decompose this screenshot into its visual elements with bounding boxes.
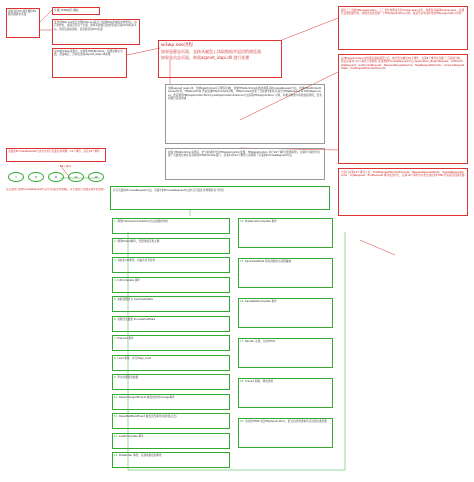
runtime-box bbox=[165, 148, 325, 180]
event-oval-8-text: 8 bbox=[35, 176, 37, 179]
lifecycle-header-text: 执行页面的ProcessRequest方法，页面中的ProcessRequest方法执行页面生命周期的各个阶段 bbox=[113, 189, 224, 192]
right-top-box bbox=[338, 6, 468, 50]
lifecycle-step-number: 15. bbox=[240, 260, 245, 263]
lifecycle-step-number: 5. bbox=[114, 298, 118, 301]
lifecycle-step-number: 14. bbox=[240, 220, 245, 223]
lifecycle-step-text: 调用FrameworkInitialize()方法创建控件树 bbox=[117, 220, 168, 223]
lifecycle-step-16 bbox=[238, 298, 333, 328]
events-label bbox=[60, 165, 110, 170]
lifecycle-step-number: 1. bbox=[114, 220, 118, 223]
w3wp-dynamic: 如果是动态页面，则需aspnet_isapi.dll 进行处理 bbox=[161, 54, 250, 60]
right-mid-box bbox=[338, 54, 468, 164]
lifecycle-step-text: SaveViewState 保存视图状态到隐藏域 bbox=[244, 260, 292, 263]
w3wp-title: w3wp.exe进程 bbox=[161, 43, 194, 48]
lifecycle-header-box bbox=[110, 186, 330, 210]
event-oval-11 bbox=[48, 172, 64, 182]
lifecycle-step-7 bbox=[112, 335, 230, 351]
lifecycle-step-number: 2. bbox=[114, 239, 118, 243]
isapi-text: 加载aspnet_isapi.dll，创建AppDomain(应用程序域)，创建HttpRuntime实例并调用其ProcessRequest方法，创建HttpWorkerRequest对象，HttpRuntime 开始创建HttpContext对象，HttpContext封装了当前请求的所有信息(HttpRequest 和 HttpResponse)。然后调用HttpApplicationFactory.GetApplicationInstance方法获取HttpApplication 对象，如果对象池中有则直接使用，没有则通过反射创建 bbox=[168, 87, 322, 101]
client-label: 请求到达IIS 浏览器和IIS服务器请求页面 bbox=[8, 10, 36, 17]
right-mid-text: 在HttpApplication中创建好请求模型之后，就会依次触发19个事件，在第8个事件处创建了 页面类对象，然后在第11-12个事件之间调用 页面类的ProcessRequest方法 Application_BeginRequest、AuthenticateRequest、AuthorizeRequest、ResolveRequestCache、MapRequestHandler、AcquireRequestState、PreRequestHandlerExecute bbox=[341, 57, 465, 71]
lifecycle-step-number: 11. bbox=[114, 415, 119, 418]
lifecycle-step-text: SaveStateComplete 事件 bbox=[244, 300, 277, 303]
lifecycle-step-text: Load 事件，执行Page_Load bbox=[117, 356, 152, 360]
event-oval-19 bbox=[88, 172, 104, 182]
lifecycle-step-text: 加载视图状态 LoadViewState bbox=[117, 298, 153, 301]
event-oval-12-text: 12 bbox=[74, 176, 78, 179]
lifecycle-step-number: 4. bbox=[114, 278, 118, 282]
dns-box bbox=[52, 7, 100, 15]
event-oval-12 bbox=[68, 172, 84, 182]
lifecycle-step-6 bbox=[112, 316, 230, 332]
lifecycle-step-text: PreRender 事件，呈现前最后的修改 bbox=[118, 454, 162, 457]
lifecycle-step-text: 调用PreInit事件，设置母版页和主题 bbox=[117, 239, 160, 243]
lifecycle-step-text: RaiseChangedEvents 触发控件的change事件 bbox=[118, 395, 175, 399]
iis-box bbox=[52, 48, 127, 78]
event-oval-1 bbox=[8, 172, 24, 182]
lifecycle-step-3 bbox=[112, 257, 230, 273]
http-sys-text: 发送到http.sys进行处理(http.sys是专门处理http请求的内核驱动)，由它来转发，看是否有这个页面，如果有就看页面类型(是否是html或者css)，有的话直接读取，没有就返回404页面 bbox=[54, 21, 137, 31]
lifecycle-step-number: 9. bbox=[114, 376, 118, 379]
right-low-box bbox=[338, 168, 468, 216]
lifecycle-step-13 bbox=[112, 452, 230, 468]
lifecycle-step-number: 12. bbox=[114, 434, 119, 438]
lifecycle-step-text: PreLoad 事件 bbox=[117, 337, 134, 340]
http-sys-box bbox=[52, 19, 140, 45]
event-oval-11-text: 11 bbox=[54, 176, 58, 179]
flow-label bbox=[6, 188, 106, 204]
lifecycle-step-number: 3. bbox=[114, 259, 118, 262]
lifecycle-step-1 bbox=[112, 218, 230, 234]
flow-label-text: 在页面执行的ProcessRequest方法中(页面生命周期)，对页面进行创建及事件的处理 bbox=[6, 188, 104, 191]
event-oval-1-text: 1 bbox=[15, 176, 17, 179]
runtime-text: 找到 HttpRuntime 实例后，把当前请求交给HttpApplication处理，HttpApplication 执行19个事件(管道事件)，在第8个事件中创建了页面类对象并将其转成IHttpHandler接口，在第11和12个事件之间调用了页面的ProcessRequest方法 bbox=[168, 151, 320, 158]
lifecycle-step-15 bbox=[238, 258, 333, 288]
events-label-text: 19个事件 bbox=[60, 165, 72, 168]
lifecycle-step-text: InitComplete 事件 bbox=[117, 278, 140, 282]
lifecycle-step-text: 再次处理回发数据 bbox=[117, 376, 139, 379]
lifecycle-step-text: Render 呈现，生成HTML bbox=[244, 340, 276, 343]
lifecycle-step-14 bbox=[238, 218, 333, 248]
lifecycle-step-number: 7. bbox=[114, 337, 118, 340]
lifecycle-step-4 bbox=[112, 277, 230, 293]
lifecycle-step-number: 17. bbox=[240, 340, 245, 343]
lifecycle-step-number: 13. bbox=[114, 454, 119, 457]
w3wp-box bbox=[158, 40, 282, 78]
iis-text: 在IIS的w3wp进程中，实例化HttpRuntime，如果是静态页面，直接响应，否则发送到aspnet_isapi.dll处理 bbox=[54, 50, 123, 57]
right-top-text: 通过工厂创建HttpApplication，工厂首先判断是否有Global.asax文件，如果有则编译Global.asax，并通过反射创建对象，如果没有则创建一个HttpApplication对象，最后从对象池中取出HttpApplication对象 bbox=[341, 9, 465, 16]
lifecycle-step-text: 生成的HTML交给HttpApplication，经过后续管道事件后返回给浏览器 bbox=[244, 420, 327, 423]
lifecycle-step-text: RaisePostBackEvent 触发回发事件(如按钮点击) bbox=[118, 415, 177, 418]
lifecycle-step-18 bbox=[238, 378, 333, 408]
lifecycle-step-text: 加载回发数据 ProcessPostData bbox=[117, 317, 156, 321]
lifecycle-step-text: PreRenderComplete 事件 bbox=[244, 220, 277, 223]
event-oval-8 bbox=[28, 172, 44, 182]
lifecycle-step-number: 19. bbox=[240, 420, 245, 423]
lifecycle-step-2 bbox=[112, 238, 230, 254]
lifecycle-step-text: 初始化Init事件，初始化所有控件 bbox=[117, 259, 156, 262]
lifecycle-step-19 bbox=[238, 418, 333, 448]
lifecycle-step-11 bbox=[112, 413, 230, 429]
note-left-text: 页面的ProcessRequest方法中会执行页面生命周期：19个事件，以及19个事件 bbox=[8, 150, 100, 153]
lifecycle-step-number: 8. bbox=[114, 356, 118, 360]
lifecycle-step-17 bbox=[238, 338, 333, 368]
lifecycle-step-number: 18. bbox=[240, 380, 245, 383]
lifecycle-step-10 bbox=[112, 394, 230, 410]
dns-label: 先通过DNS域名 解析 bbox=[54, 9, 79, 12]
client-box bbox=[6, 8, 40, 38]
lifecycle-step-9 bbox=[112, 374, 230, 390]
event-oval-19-text: 19 bbox=[94, 176, 98, 179]
lifecycle-step-text: Unload 卸载，释放资源 bbox=[244, 380, 274, 383]
lifecycle-step-number: 6. bbox=[114, 317, 118, 321]
isapi-box bbox=[165, 84, 325, 144]
lifecycle-step-12 bbox=[112, 433, 230, 449]
lifecycle-step-5 bbox=[112, 296, 230, 312]
lifecycle-step-text: LoadComplete 事件 bbox=[118, 434, 144, 438]
lifecycle-step-number: 16. bbox=[240, 300, 245, 303]
w3wp-static: 如果是静态页面，直接从磁盘上读取数据并返回给浏览器 bbox=[161, 49, 261, 55]
right-low-text: 当执行完第12个事件之后，PostRequestHandlerExecute、ReleaseRequestState、UpdateRequestCache、LogRequest、EndRequest 事件依次执行，在第19个事件中会把生成好的HTML代码返回给浏览器 bbox=[341, 171, 465, 178]
lifecycle-step-number: 10. bbox=[114, 395, 119, 399]
note-left-box bbox=[6, 148, 106, 162]
lifecycle-step-8 bbox=[112, 355, 230, 371]
